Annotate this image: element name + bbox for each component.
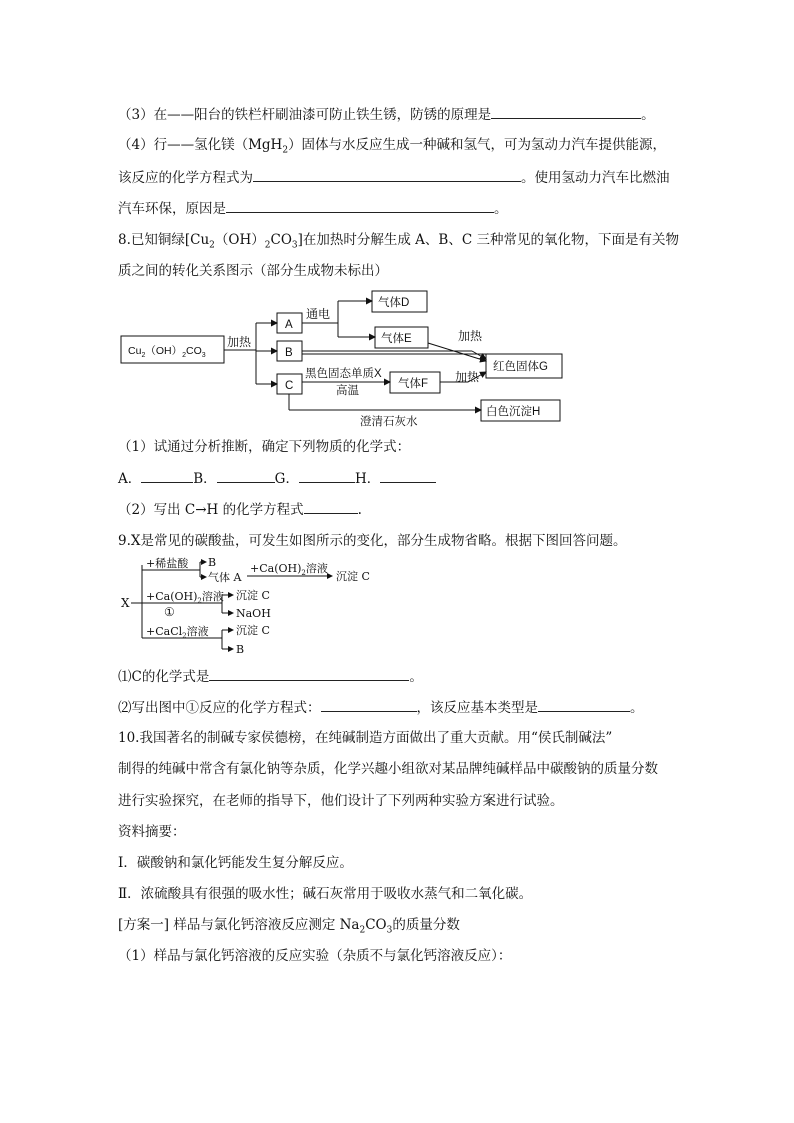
label-gas-F: 气体F <box>398 378 429 390</box>
svg-text:+Ca(OH)2溶液: $+Ca(OH)_2$溶液 <box>146 590 224 605</box>
label-red-solid-G: 红色固体G <box>493 361 548 373</box>
label-B-bottom: B <box>236 643 245 656</box>
svg-text:+CaCl2溶液: +CaCl$_2$溶液 <box>146 625 209 640</box>
label-limewater: 澄清石灰水 <box>360 416 418 428</box>
question-9-sub-1: ⑴C的化学式是 。 <box>118 666 734 687</box>
label-electrify: 通电 <box>306 307 331 321</box>
label-A: A <box>285 319 293 331</box>
label-B-top: B <box>208 556 217 569</box>
question-9-sub-2: ⑵写出图中①反应的化学方程式： ，该反应基本类型是 。 <box>118 697 734 718</box>
label-heat-2: 加热 <box>458 329 483 343</box>
question-8-formula-blanks: A． B． G． H． <box>118 468 734 489</box>
label-naoh: NaOH <box>236 607 271 620</box>
question-9-intro: 9.X是常见的碳酸盐，可发生如图所示的变化，部分生成物省略。根据下图回答问题。 <box>118 533 627 549</box>
question-3: （3）在——阳台的铁栏杆刷油漆可防止铁生锈，防锈的原理是 。 <box>118 104 734 125</box>
label-precipitate-C-2: 沉淀 C <box>236 589 270 602</box>
question-8-sub-1: （1）试通过分析推断，确定下列物质的化学式： <box>118 439 411 455</box>
label-dilute-hcl: +稀盐酸 <box>146 557 189 570</box>
label-B: B <box>285 347 293 359</box>
svg-text:+Ca(OH)2溶液: $+Ca(OH)_2$溶液 <box>250 562 328 577</box>
label-gas-D: 气体D <box>378 297 410 309</box>
svg-text:Cu2（OH）2CO3: $Cu_2(OH)_2CO_3$ <box>128 345 206 359</box>
label-gas-E: 气体E <box>381 333 412 345</box>
answer-blank[interactable] <box>209 666 409 681</box>
plan-1-heading: [方案一] 样品与氯化钙溶液反应测定 $Na_2CO_3$的质量分数 <box>118 917 460 936</box>
label-precipitate-C-1: 沉淀 C <box>336 570 370 583</box>
label-high-temp: 高温 <box>336 385 359 397</box>
label-gas-A: 气体 A <box>208 571 242 584</box>
question-8-intro-1: 8.已知铜绿$[Cu_2(OH)_2CO_3]$在加热时分解生成 A、B、C 三种常见的氧化物，下面是有关物 <box>118 232 679 251</box>
answer-blank[interactable] <box>538 697 630 712</box>
question-10-line-3: 进行实验探究，在老师的指导下，他们设计了下列两种实验方案进行试验。 <box>118 793 564 809</box>
answer-blank[interactable] <box>321 697 417 712</box>
resource-title: 资料摘要： <box>118 824 186 840</box>
label-precipitate-C-3: 沉淀 C <box>236 624 270 637</box>
question-8-sub-2: （2）写出 C→H 的化学方程式 . <box>118 499 734 520</box>
question-10-line-2: 制得的纯碱中常含有氯化钠等杂质，化学兴趣小组欲对某品牌纯碱样品中碳酸钠的质量分数 <box>118 761 658 777</box>
label-C: C <box>285 380 294 392</box>
label-reaction-1: ① <box>164 605 175 619</box>
question-10-line-1: 10.我国著名的制碱专家侯德榜，在纯碱制造方面做出了重大贡献。用“侯氏制碱法” <box>118 730 613 746</box>
label-heat-3: 加热 <box>455 370 480 384</box>
label-X: X <box>121 596 130 610</box>
question-8-intro-2: 质之间的转化关系图示（部分生成物未标出） <box>118 263 388 279</box>
plan-1-step-1: （1）样品与氯化钙溶液的反应实验（杂质不与氯化钙溶液反应）： <box>118 948 512 964</box>
question-4-line-1: （4）行——氢化镁（MgH$_2$）固体与水反应生成一种碱和氢气，可为氢动力汽车提供能源， <box>118 137 667 156</box>
question-4-line-2: 该反应的化学方程式为 。使用氢动力汽车比燃油 <box>118 167 734 188</box>
question-4-line-3: 汽车环保，原因是 。 <box>118 198 734 219</box>
label-white-precipitate-H: 白色沉淀H <box>486 406 541 418</box>
label-black-solid-X: 黑色固态单质X <box>305 368 382 380</box>
resource-2: Ⅱ．浓硫酸具有很强的吸水性；碱石灰常用于吸收水蒸气和二氧化碳。 <box>118 886 533 902</box>
label-heat-1: 加热 <box>227 335 252 349</box>
resource-1: Ⅰ．碳酸钠和氯化钙能发生复分解反应。 <box>118 855 353 871</box>
